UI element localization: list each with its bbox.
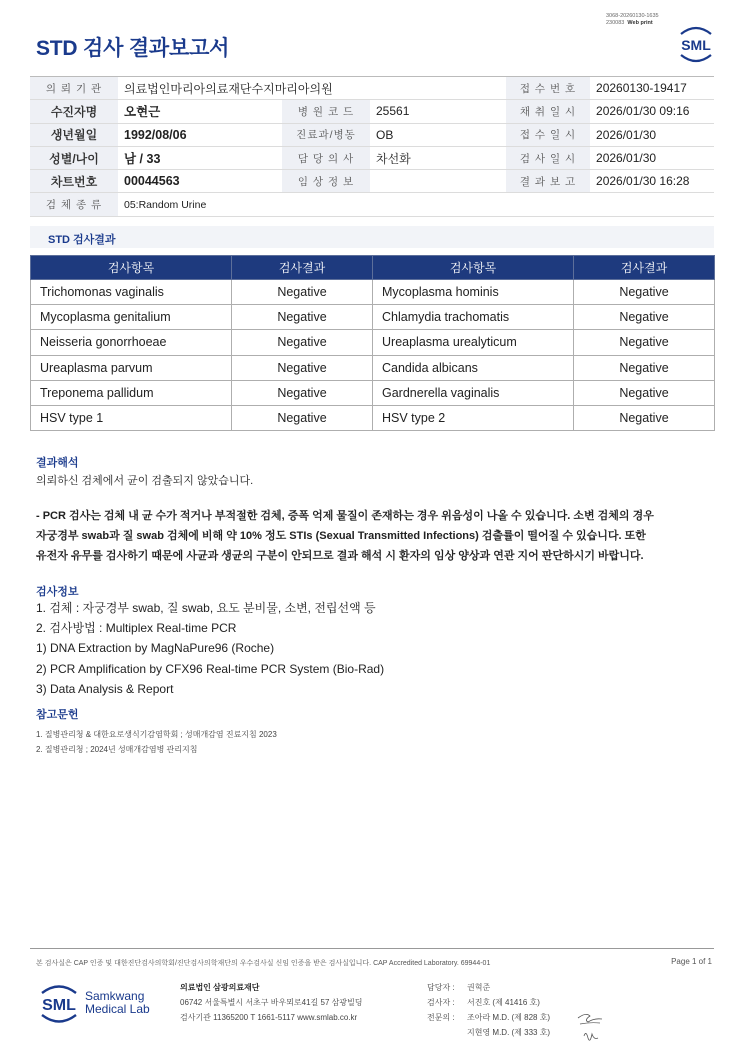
specimen-value: 05:Random Urine (118, 193, 714, 216)
test-item: HSV type 2 (373, 405, 574, 430)
patient-info-table (30, 76, 714, 217)
list-item: 1. 질병관리청 & 대한요로생식기감염학회 ; 성매개감염 진료지침 2023 (36, 730, 277, 739)
signature-icon (576, 1010, 606, 1048)
interpretation-note-1: - PCR 검사는 검체 내 균 수가 적거나 부적절한 검체, 증폭 억제 물질이 존재하는 경우 위음성이 나올 수 있습니다. 소변 검체의 경우 (36, 510, 654, 522)
patient-label: 수진자명 (30, 100, 118, 123)
svg-text:SML: SML (681, 37, 711, 53)
interpretation-summary: 의뢰하신 검체에서 균이 검출되지 않았습니다. (36, 475, 254, 487)
table-row (31, 330, 715, 355)
footer-divider (30, 948, 714, 949)
sml-logo-icon (676, 24, 716, 64)
results-header-result: 검사결과 (574, 256, 715, 280)
results-table (30, 255, 715, 431)
print-meta-line1: 3068-20260130-1635 (606, 13, 659, 19)
references-heading: 참고문헌 (36, 709, 79, 721)
results-header-item: 검사항목 (31, 256, 232, 280)
test-item: Chlamydia trachomatis (373, 305, 574, 330)
dept-value: OB (370, 123, 506, 146)
specimen-label: 검 체 종 류 (30, 193, 118, 216)
test-date-value: 2026/01/30 (590, 146, 714, 169)
table-row (31, 405, 715, 430)
info-row (30, 123, 714, 146)
print-meta-line2: 230083 Web print (606, 19, 653, 26)
test-result: Negative (574, 330, 715, 355)
results-header-row (31, 256, 715, 280)
test-result: Negative (232, 380, 373, 405)
test-result: Negative (232, 405, 373, 430)
list-item: 1. 검체 : 자궁경부 swab, 질 swab, 요도 분비물, 소변, 전립선액 등 (36, 601, 376, 615)
staff-row: 지현영 M.D. (제 333 호) (467, 1028, 551, 1037)
chart-label: 차트번호 (30, 170, 118, 193)
footer-company (180, 980, 363, 1025)
interpretation-heading: 결과해석 (36, 457, 79, 469)
table-row (31, 355, 715, 380)
test-result: Negative (574, 355, 715, 380)
svg-text:SML: SML (42, 997, 76, 1014)
org-label: 의 뢰 기 관 (30, 77, 118, 100)
report-label: 결 과 보 고 (506, 170, 590, 193)
company-name: 의료법인 삼광의료재단 (180, 983, 260, 992)
results-header-item: 검사항목 (373, 256, 574, 280)
test-item: Neisseria gonorrhoeae (31, 330, 232, 355)
chart-value: 00044563 (118, 170, 282, 193)
info-row (30, 193, 714, 216)
print-meta (606, 13, 659, 26)
org-value: 의료법인마리아의료재단수지마리아의원 (118, 77, 506, 100)
test-item: Ureaplasma urealyticum (373, 330, 574, 355)
staff-row: 담당자 : 권혁준 (427, 983, 491, 992)
sml-footer-logo-icon (36, 983, 82, 1025)
receipt-date-label: 접 수 일 시 (506, 123, 590, 146)
brand-line-1: Samkwang (85, 989, 145, 1003)
staff-row: 전문의 : 조아라 M.D. (제 828 호) (427, 1013, 551, 1022)
test-result: Negative (574, 280, 715, 305)
clinical-value (370, 170, 506, 193)
footer-accreditation-note: 본 검사실은 CAP 인증 및 대한진단검사의학회/진단검사의학재단의 우수검사실 신임 인증을 받은 검사실입니다. CAP Accredited Laboratory. 69944-01 (36, 960, 491, 967)
list-item: 2. 질병관리청 ; 2024년 성매개감염병 관리지침 (36, 744, 198, 754)
info-row (30, 170, 714, 193)
dept-label: 진료과/병동 (282, 123, 370, 146)
table-row (31, 280, 715, 305)
hospital-code-label: 병 원 코 드 (282, 100, 370, 123)
staff-row: 검사자 : 서진호 (제 41416 호) (427, 998, 540, 1007)
receipt-no-label: 접 수 번 호 (506, 77, 590, 100)
results-header-result: 검사결과 (232, 256, 373, 280)
collect-value: 2026/01/30 09:16 (590, 100, 714, 123)
sex-age-value: 남 / 33 (118, 146, 282, 169)
test-item: Trichomonas vaginalis (31, 280, 232, 305)
list-item: 2) PCR Amplification by CFX96 Real-time PCR System (Bio-Rad) (36, 661, 385, 676)
page-number: Page 1 of 1 (671, 957, 712, 966)
test-item: Mycoplasma genitalium (31, 305, 232, 330)
references-list (36, 728, 277, 757)
results-section-title: STD 검사결과 (48, 234, 116, 246)
interpretation-note-2: 자궁경부 swab과 질 swab 검체에 비해 약 10% 정도 STIs (Sexual Transmitted Infections) 검출률이 떨어질 수 있습니다. 또한 (36, 530, 646, 542)
test-item: Treponema pallidum (31, 380, 232, 405)
test-item: HSV type 1 (31, 405, 232, 430)
test-info-heading: 검사정보 (36, 586, 79, 598)
test-result: Negative (232, 330, 373, 355)
company-address: 06742 서울특별시 서초구 바우뫼로41길 57 삼광빌딩 (180, 998, 363, 1007)
test-result: Negative (574, 380, 715, 405)
receipt-no-value: 20260130-19417 (590, 77, 714, 100)
table-row (31, 380, 715, 405)
test-item: Ureaplasma parvum (31, 355, 232, 380)
info-row (30, 146, 714, 169)
test-result: Negative (574, 405, 715, 430)
test-item: Mycoplasma hominis (373, 280, 574, 305)
test-item: Gardnerella vaginalis (373, 380, 574, 405)
table-row (31, 305, 715, 330)
footer-brand (85, 990, 150, 1016)
hospital-code-value: 25561 (370, 100, 506, 123)
brand-line-2: Medical Lab (85, 1002, 150, 1016)
test-result: Negative (232, 305, 373, 330)
test-result: Negative (232, 280, 373, 305)
list-item: 1) DNA Extraction by MagNaPure96 (Roche) (36, 641, 275, 656)
collect-label: 채 취 일 시 (506, 100, 590, 123)
company-contact: 검사기관 11365200 T 1661-5117 www.smlab.co.kr (180, 1013, 358, 1022)
info-row (30, 100, 714, 123)
info-row (30, 77, 714, 100)
test-result: Negative (232, 355, 373, 380)
doctor-label: 담 당 의 사 (282, 146, 370, 169)
patient-value: 오현근 (118, 100, 282, 123)
list-item: 3) Data Analysis & Report (36, 681, 174, 696)
doctor-value: 차선화 (370, 146, 506, 169)
page-title: STD 검사 결과보고서 (36, 37, 230, 60)
list-item: 2. 검사방법 : Multiplex Real-time PCR (36, 621, 237, 636)
clinical-label: 임 상 정 보 (282, 170, 370, 193)
report-value: 2026/01/30 16:28 (590, 170, 714, 193)
results-section-bar (30, 226, 714, 248)
test-date-label: 검 사 일 시 (506, 146, 590, 169)
footer-staff (427, 980, 550, 1040)
interpretation-note-3: 유전자 유무를 검사하기 때문에 사균과 생균의 구분이 안되므로 결과 해석 시 환자의 임상 양상과 연관 지어 판단하시기 바랍니다. (36, 550, 644, 562)
sex-age-label: 성별/나이 (30, 146, 118, 169)
receipt-date-value: 2026/01/30 (590, 123, 714, 146)
dob-label: 생년월일 (30, 123, 118, 146)
test-result: Negative (574, 305, 715, 330)
dob-value: 1992/08/06 (118, 123, 282, 146)
test-info-list (36, 598, 384, 699)
test-item: Candida albicans (373, 355, 574, 380)
